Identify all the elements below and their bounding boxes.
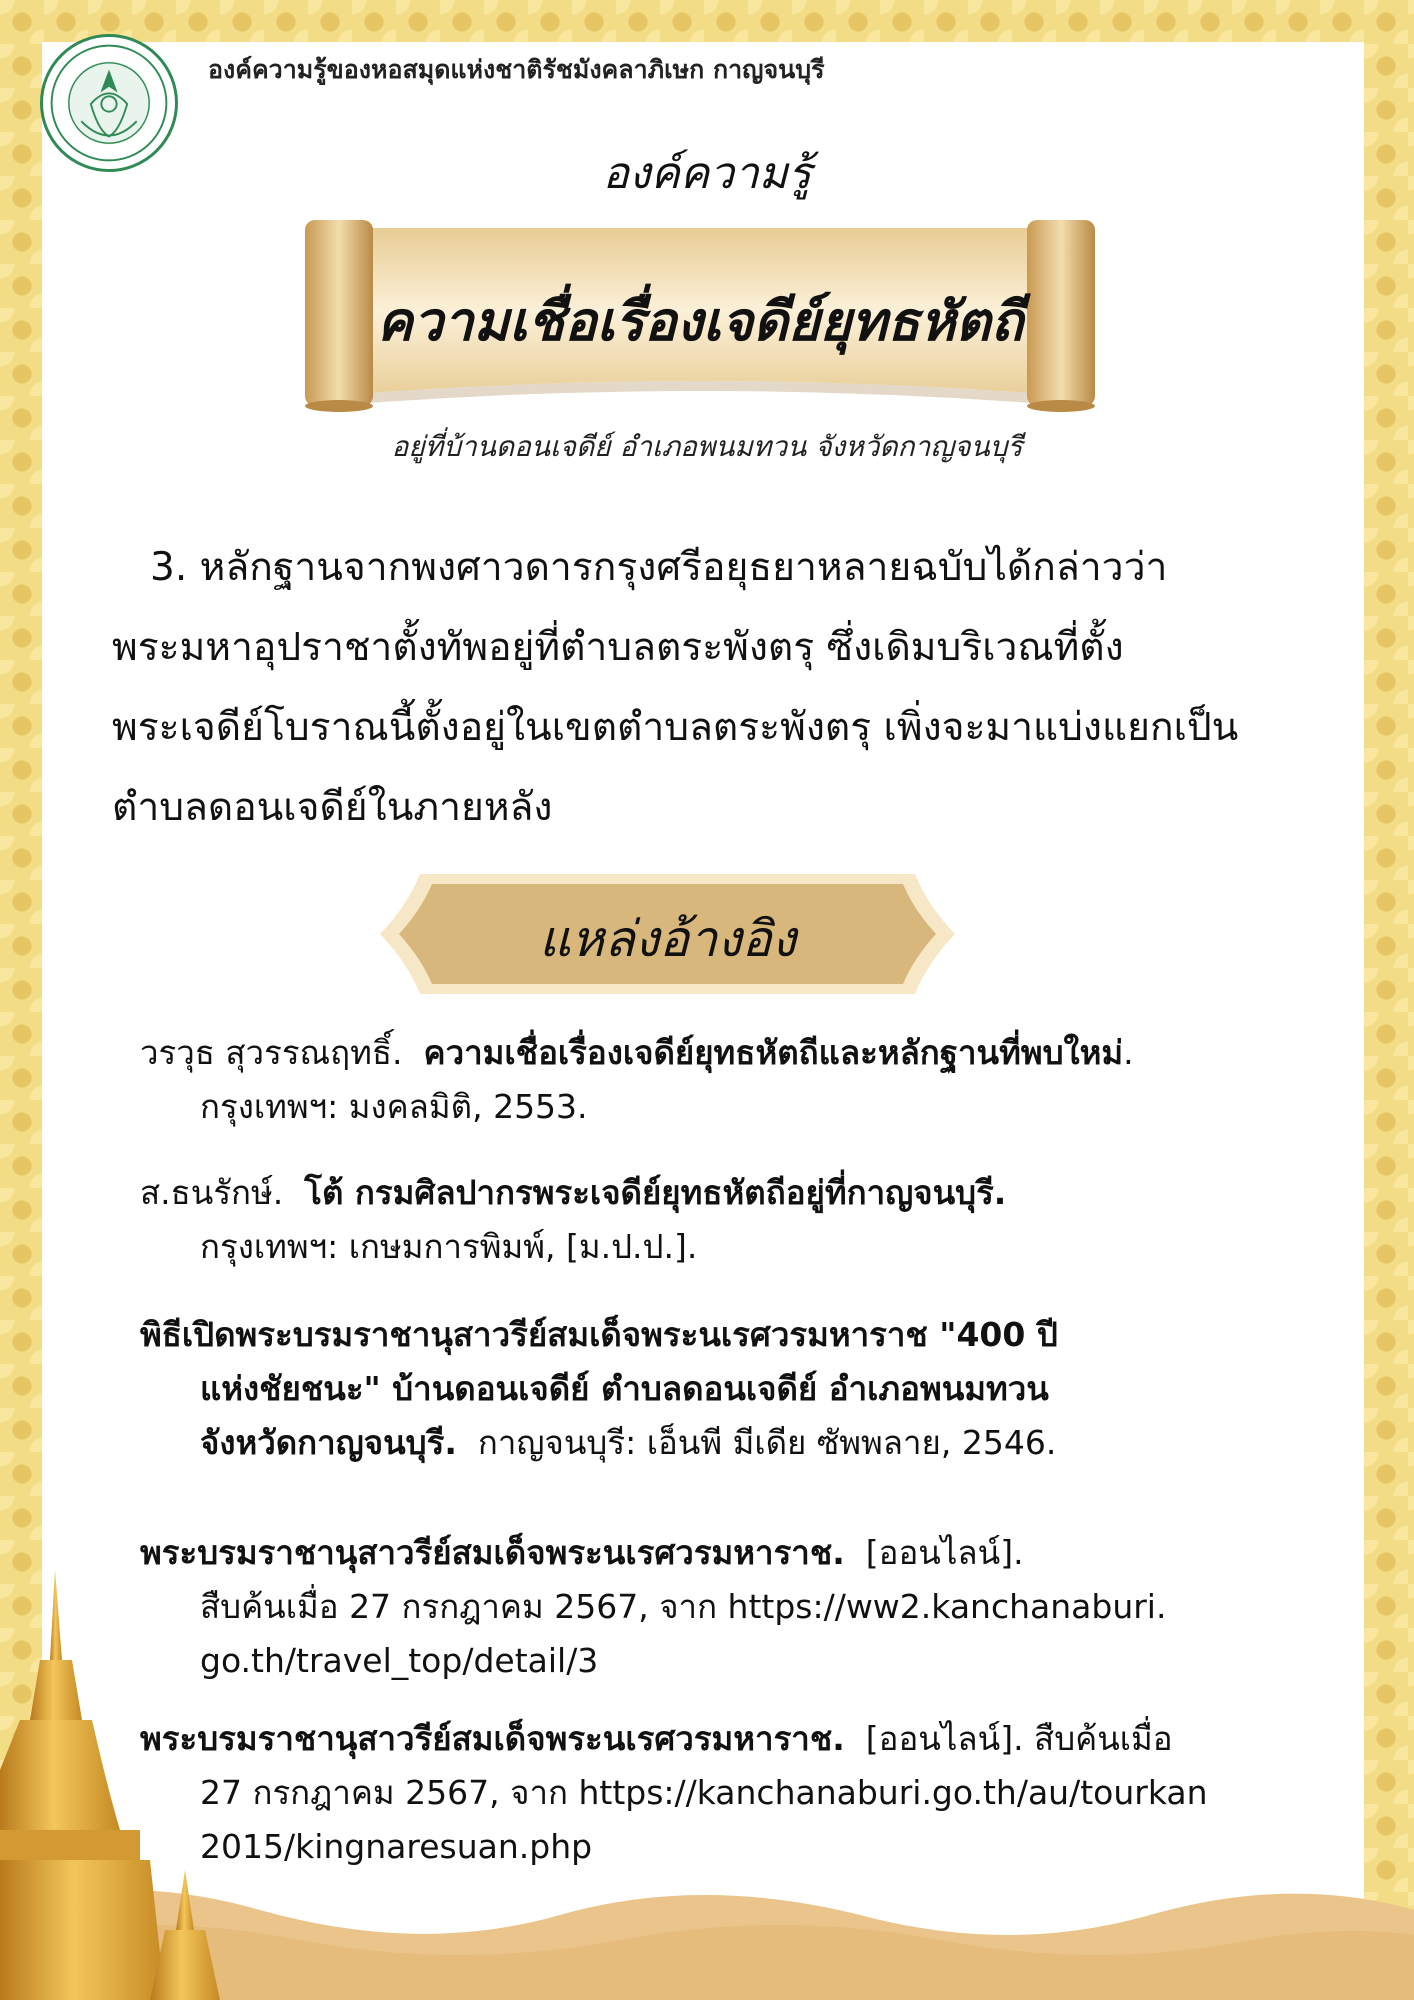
ref-access-line: 27 กรกฎาคม 2567, จาก https://kanchanaburi.go.th/au/tourkan [200,1773,1208,1812]
ref-publication: กรุงเทพฯ: เกษมการพิมพ์, [ม.ป.ป.]. [200,1227,698,1266]
main-title: ความเชื่อเรื่องเจดีย์ยุทธหัตถี [376,289,1024,353]
references-heading-banner [380,866,955,1002]
ref-medium: [ออนไลน์]. สืบค้นเมื่อ [865,1719,1173,1758]
golden-stupa-decoration [0,1570,240,2000]
reference-item [140,1712,1340,1874]
body-line: ตำบลดอนเจดีย์ในภายหลัง [112,785,553,830]
ref-title: จังหวัดกาญจนบุรี. [200,1423,457,1462]
body-line: 3. หลักฐานจากพงศาวดารกรุงศรีอยุธยาหลายฉบับได้กล่าวว่า [150,545,1168,590]
ref-publication: กาญจนบุรี: เอ็นพี มีเดีย ซัพพลาย, 2546. [477,1423,1057,1462]
ref-title: โต้ กรมศิลปากรพระเจดีย์ยุทธหัตถีอยู่ที่กาญจนบุรี. [304,1173,1007,1212]
ref-access-line: 2015/kingnaresuan.php [200,1827,593,1866]
ref-author: วรวุธ สุวรรณฤทธิ์. [140,1033,403,1072]
ref-punct: . [1123,1033,1134,1072]
body-line: พระเจดีย์โบราณนี้ตั้งอยู่ในเขตตำบลตระพังตรุ เพิ่งจะมาแบ่งแยกเป็น [112,705,1239,750]
references-heading: แหล่งอ้างอิง [538,910,797,968]
ref-access-line: สืบค้นเมื่อ 27 กรกฎาคม 2567, จาก https://ww2.kanchanaburi. [200,1587,1167,1626]
ref-access-line: go.th/travel_top/detail/3 [200,1641,599,1680]
subtitle-location: อยู่ที่บ้านดอนเจดีย์ อำเภอพนมทวน จังหวัดกาญจนบุรี [391,430,1023,463]
ref-title: พิธีเปิดพระบรมราชานุสาวรีย์สมเด็จพระนเรศวรมหาราช "400 ปี [140,1315,1058,1354]
reference-item [140,1026,1340,1134]
ref-author: ส.ธนรักษ์. [140,1173,284,1212]
pre-title: องค์ความรู้ [602,148,812,199]
organization-name: องค์ความรู้ของหอสมุดแห่งชาติรัชมังคลาภิเษก กาญจนบุรี [208,55,825,84]
ref-title: พระบรมราชานุสาวรีย์สมเด็จพระนเรศวรมหาราช. [140,1533,845,1572]
ref-title: พระบรมราชานุสาวรีย์สมเด็จพระนเรศวรมหาราช. [140,1719,845,1758]
body-paragraph [112,528,1312,848]
ref-title: แห่งชัยชนะ" บ้านดอนเจดีย์ ตำบลดอนเจดีย์ อำเภอพนมทวน [200,1369,1049,1408]
reference-item [140,1526,1340,1688]
ref-medium: [ออนไลน์]. [865,1533,1024,1572]
ref-title: ความเชื่อเรื่องเจดีย์ยุทธหัตถีและหลักฐานที่พบใหม่ [423,1033,1124,1072]
title-scroll-banner [305,218,1095,414]
reference-item [140,1308,1340,1470]
reference-item [140,1166,1340,1274]
ref-publication: กรุงเทพฯ: มงคลมิติ, 2553. [200,1087,588,1126]
body-line: พระมหาอุปราชาตั้งทัพอยู่ที่ตำบลตระพังตรุ ซึ่งเดิมบริเวณที่ตั้ง [112,625,1124,670]
